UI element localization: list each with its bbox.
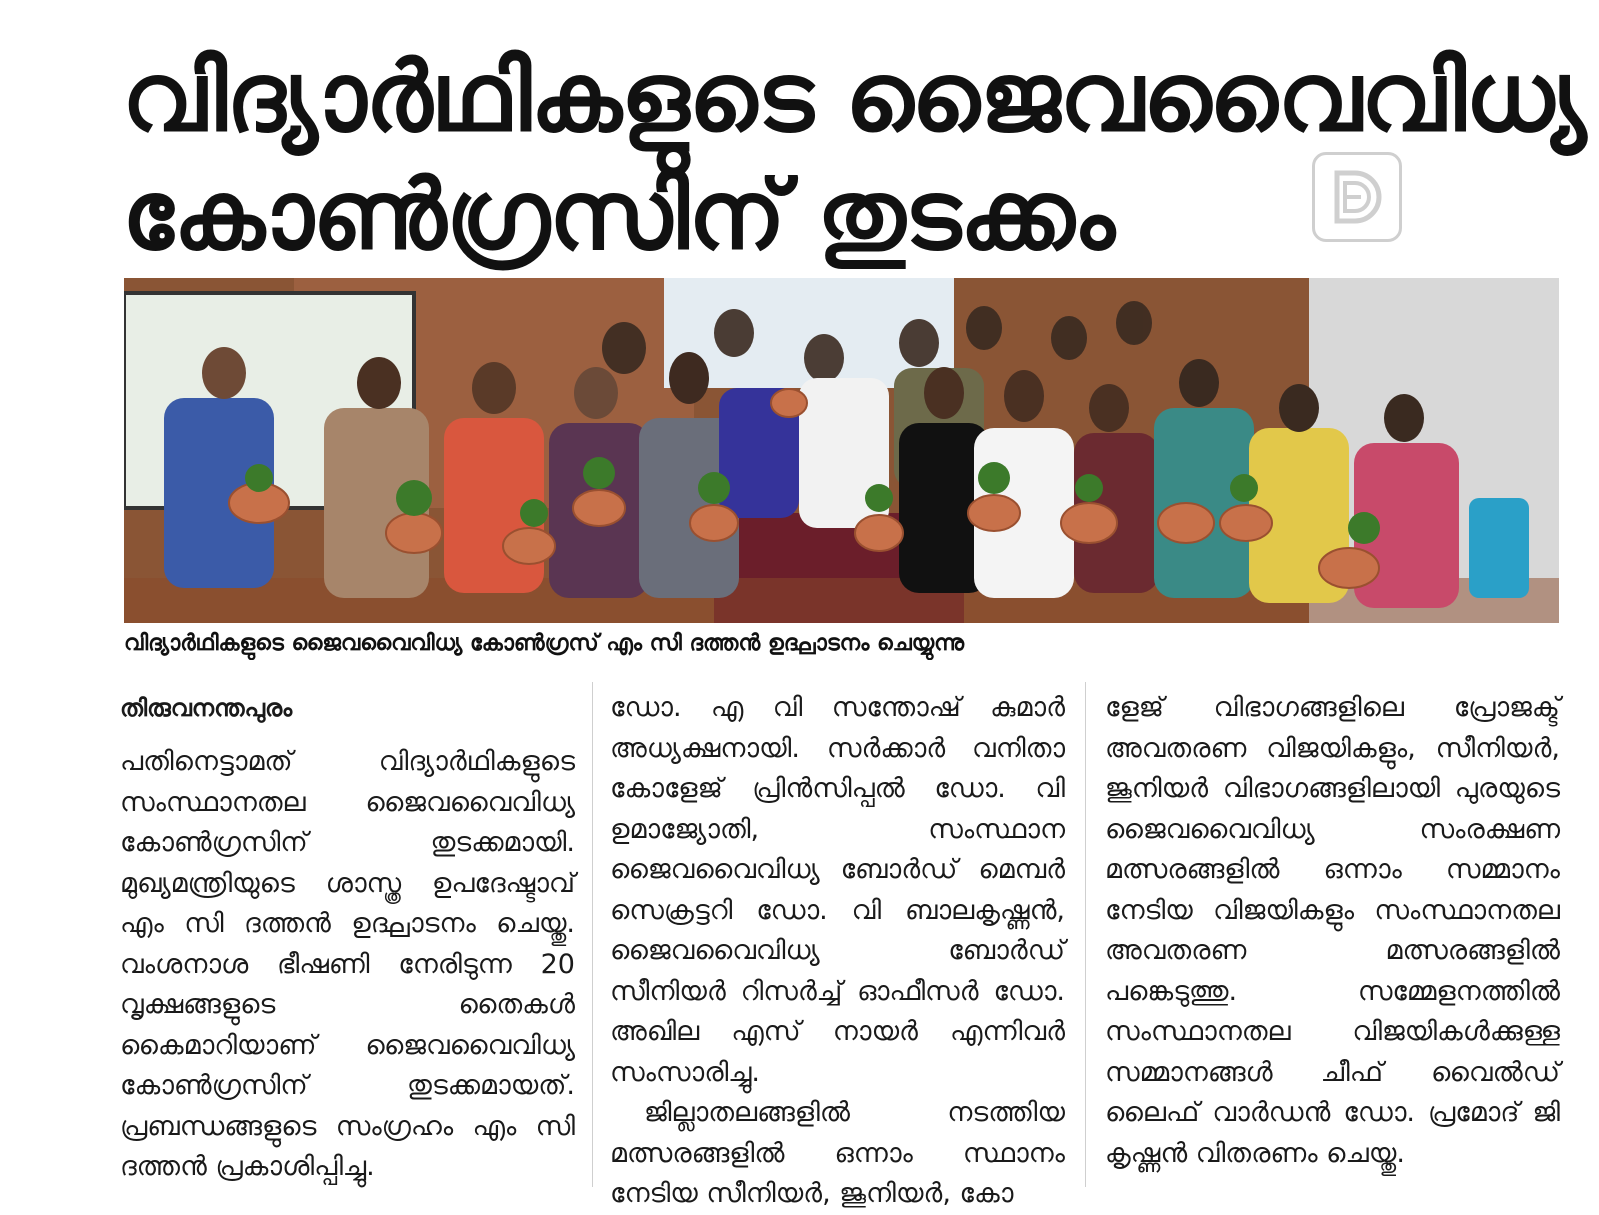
column-divider xyxy=(1085,682,1086,1187)
article-paragraph-4: ളേജ് വിഭാഗങ്ങളിലെ പ്രോജക്ട് അവതരണ വിജയികളും, സീനിയർ, ജൂനിയർ വിഭാഗങ്ങളിലായി പുരയുടെ ജൈവവൈവിധ്യ സംരക്ഷണ മത്സരങ്ങളിൽ ഒന്നാം സമ്മാനം നേടിയ വിജയികളും സംസ്ഥാനതല അവതരണ മത്സരങ്ങളിൽ പങ്കെടുത്തു. സമ്മേളനത്തിൽ സംസ്ഥാനതല വിജയികൾക്കുള്ള സമ്മാനങ്ങൾ ചീഫ് വൈൽഡ് ലൈഫ് വാർഡൻ ഡോ. പ്രമോദ് ജി കൃഷ്ണൻ വിതരണം ചെയ്തു. xyxy=(1105,692,1560,1169)
logo-d-icon xyxy=(1327,167,1387,227)
headline-line-1: വിദ്യാർഥികളുടെ ജൈവവൈവിധ്യ xyxy=(122,41,1586,153)
photo-caption: വിദ്യാർഥികളുടെ ജൈവവൈവിധ്യ കോൺഗ്രസ് എം സി ദത്തൻ ഉദ്ഘാടനം ചെയ്യുന്നു xyxy=(124,631,965,656)
article-paragraph-1: പതിനെട്ടാമത് വിദ്യാർഥികളുടെ സംസ്ഥാനതല ജൈവവൈവിധ്യ കോൺഗ്രസിന് തുടക്കമായി. മുഖ്യമന്ത്രിയുടെ ശാസ്ത്ര ഉപദേഷ്ടാവ് എം സി ദത്തൻ ഉദ്ഘാടനം ചെയ്തു. വംശനാശ ഭീഷണി നേരിടുന്ന 20 വൃക്ഷങ്ങളുടെ തൈകൾ കൈമാറിയാണ് ജൈവവൈവിധ്യ കോൺഗ്രസിന് തുടക്കമായത്. പ്രബന്ധങ്ങളുടെ സംഗ്രഹം എം സി ദത്തൻ പ്രകാശിപ്പിച്ചു. xyxy=(120,746,575,1182)
dateline: തിരുവനന്തപുരം xyxy=(120,694,293,722)
publication-logo-icon xyxy=(1312,152,1402,242)
column-divider xyxy=(592,682,593,1187)
headline-line-2: കോൺഗ്രസിന് തുടക്കം xyxy=(122,159,1114,271)
article-paragraph-3: ജില്ലാതലങ്ങളിൽ നടത്തിയ മത്സരങ്ങളിൽ ഒന്നാം സ്ഥാനം നേടിയ സീനിയർ, ജൂനിയർ, കോ xyxy=(610,1097,1065,1209)
article-paragraph-2: ഡോ. എ വി സന്തോഷ് കുമാർ അധ്യക്ഷനായി. സർക്കാർ വനിതാ കോളേജ് പ്രിൻസിപ്പൽ ഡോ. വി ഉമാജ്യോതി, സംസ്ഥാന ജൈവവൈവിധ്യ ബോർഡ് മെമ്പർ സെക്രട്ടറി ഡോ. വി ബാലകൃഷ്ണൻ, ജൈവവൈവിധ്യ ബോർഡ് സീനിയർ റിസർച്ച് ഓഫീസർ ഡോ. അഖില എസ് നായർ എന്നിവർ സംസാരിച്ചു. xyxy=(610,692,1065,1088)
article-column-3 xyxy=(1105,688,1560,1174)
event-photo xyxy=(124,278,1559,623)
article-column-1 xyxy=(120,688,575,1188)
article-column-2 xyxy=(610,688,1065,1215)
